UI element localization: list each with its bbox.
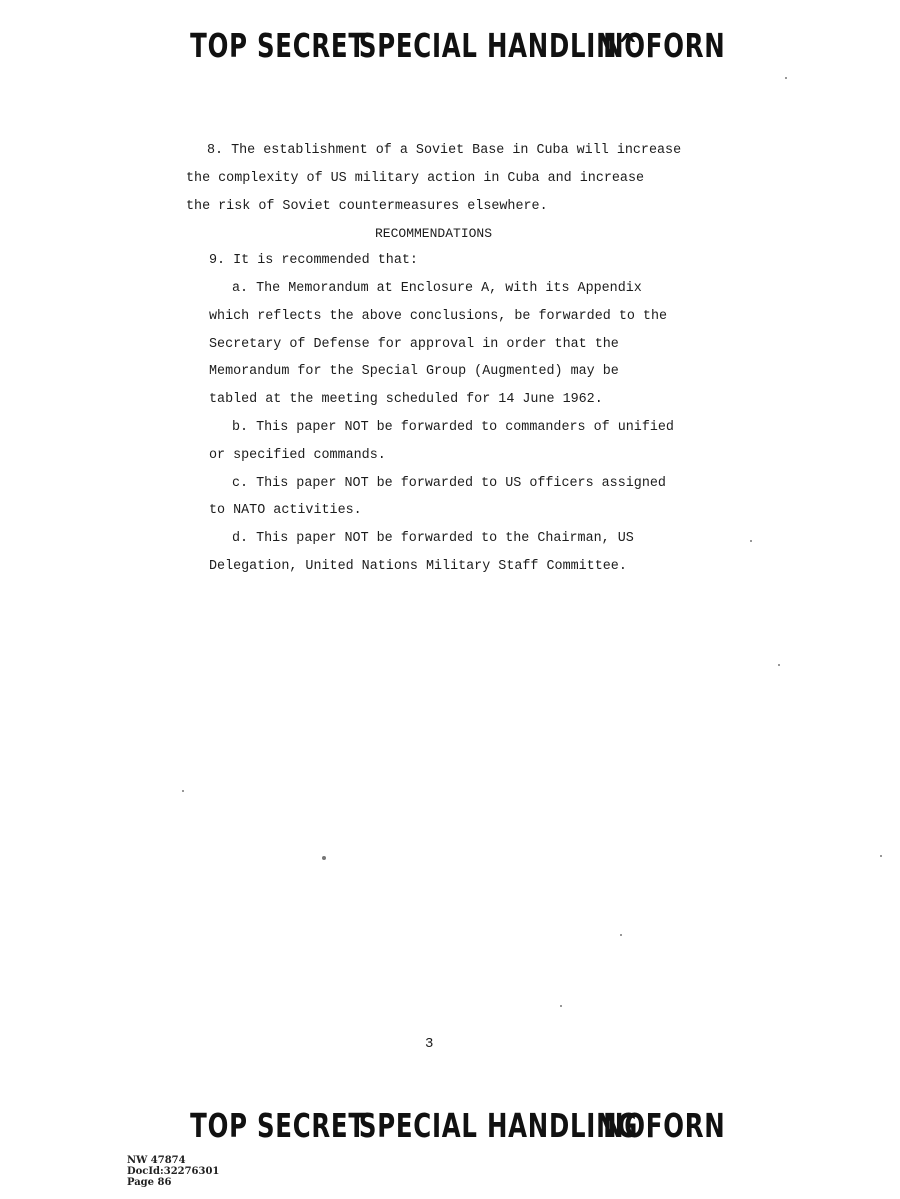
text-line: c. This paper NOT be forwarded to US officers assigned [232,476,666,491]
classification-banner-bottom [0,1106,726,1146]
text-line: tabled at the meeting scheduled for 14 June 1962. [209,392,603,407]
section-heading: RECOMMENDATIONS [375,226,493,241]
page-number: 3 [425,1036,434,1052]
banner-bottom-classification: TOP SECRET [190,1106,366,1145]
scan-speck [880,855,882,857]
text-line: which reflects the above conclusions, be forwarded to the [209,309,668,324]
text-line: Secretary of Defense for approval in order that the [209,337,619,352]
text-line: the risk of Soviet countermeasures elsewhere. [186,199,548,214]
scan-speck [785,77,787,79]
banner-bottom-dissemination: NOFORN [603,1106,726,1145]
banner-bottom-handling: SPECIAL HANDLING [358,1106,639,1145]
paragraph-9-intro: 9. It is recommended that: [209,253,418,268]
text-line: Memorandum for the Special Group (Augmented) may be [209,364,619,379]
text-line: a. The Memorandum at Enclosure A, with its Appendix [232,281,642,296]
text-line: or specified commands. [209,448,386,463]
scan-speck [750,540,752,542]
scan-speck [182,790,184,792]
text-line: to NATO activities. [209,503,362,518]
nw-number: NW 47874 [126,1155,186,1166]
banner-top-handling: SPECIAL HANDLIN^ [358,26,639,65]
banner-top-dissemination: NOFORN [603,26,726,65]
classification-banner-top [0,26,726,66]
doc-id: DocId:32276301 [126,1166,220,1177]
scan-speck [778,664,780,666]
scan-speck [620,934,622,936]
text-line: b. This paper NOT be forwarded to commanders of unified [232,420,674,435]
banner-top-classification: TOP SECRET [190,26,366,65]
text-line: 8. The establishment of a Soviet Base in Cuba will increase [207,143,682,158]
text-line: d. This paper NOT be forwarded to the Chairman, US [232,531,634,546]
archive-page-number: Page 86 [126,1177,172,1188]
scan-speck [560,1005,562,1007]
archive-footer [113,1144,228,1199]
scan-speck [322,856,326,860]
text-line: the complexity of US military action in Cuba and increase [186,171,645,186]
text-line: Delegation, United Nations Military Staff Committee. [209,559,627,574]
